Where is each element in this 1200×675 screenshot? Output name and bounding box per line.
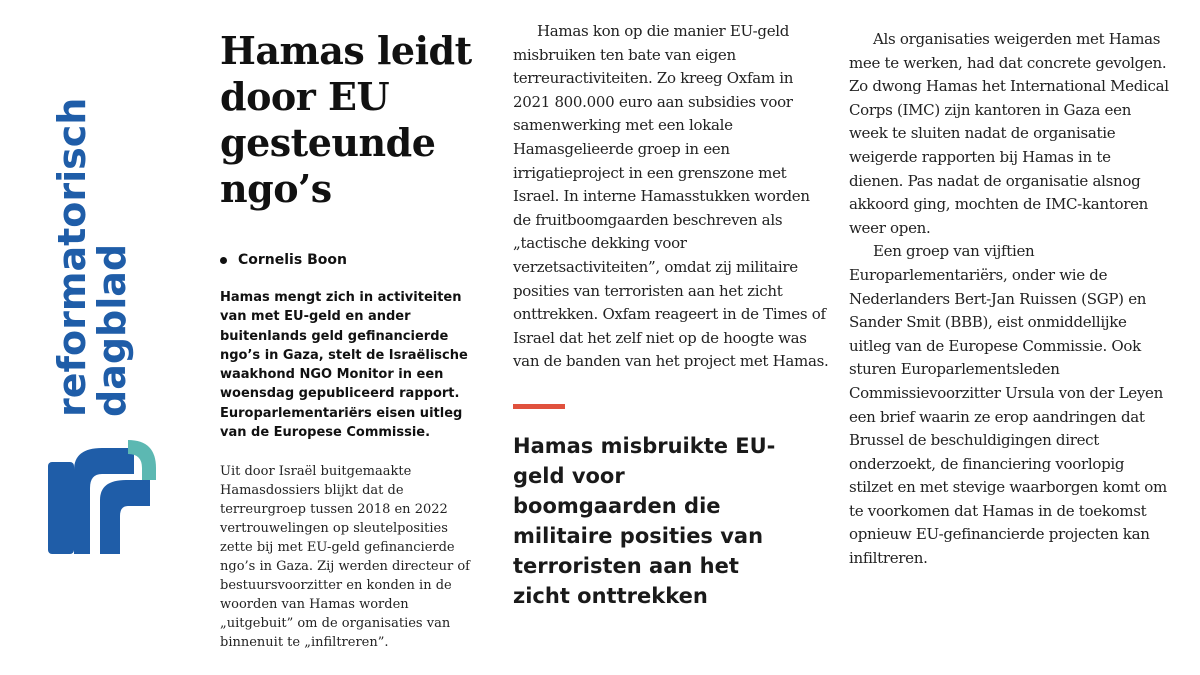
bullet-icon: [220, 257, 227, 264]
brand-logo-graphic: [38, 60, 173, 580]
brand-name-line1: reformatorisch: [50, 97, 94, 417]
article-lead: Hamas mengt zich in activiteiten van met EU-geld en ander buitenlands geld gefinancierde ngo’s in Gaza, stelt de Israëlische waakhond NGO Monitor in een woensdag gepubliceerd rapport. Europarlementariërs eisen uitleg van de Europese Commissie.: [220, 290, 468, 441]
column-2: [513, 20, 831, 611]
body-text: [849, 28, 1169, 571]
body-text: [513, 20, 831, 374]
brand-name-line2: dagblad: [90, 243, 134, 417]
article-headline: Hamas leidt door EU gesteunde ngo’s: [220, 28, 472, 211]
pull-quote: Hamas misbruikte EU-geld voor boomgaarden die militaire posities van terroristen aan het zicht onttrekken: [513, 433, 776, 608]
article-intro: Uit door Israël buitgemaakte Hamasdossiers blijkt dat de terreurgroep tussen 2018 en 2022 vertrouwelingen op sleutelposities zette bij met EU-geld gefinancierde ngo’s in Gaza. Zij werden directeur of bestuursvoorzitter en konden in de woorden van Hamas worden „uitgebuit” om de organisaties van binnenuit te „infiltreren”.: [220, 464, 470, 651]
brand-logo: [38, 60, 173, 580]
byline: [220, 252, 482, 268]
accent-divider: [513, 404, 565, 409]
rd-mark-icon: [48, 440, 156, 554]
author-name: Cornelis Boon: [238, 252, 347, 268]
body-paragraph: Een groep van vijftien Europarlementariërs, onder wie de Nederlanders Bert-Jan Ruissen (SGP) en Sander Smit (BBB), eist onmiddellijke uitleg van de Europese Commissie. Ook sturen Europarlementsleden Commissievoorzitter Ursula von der Leyen een brief waarin ze erop aandringen dat Brussel de beschuldigingen direct onderzoekt, de financiering voorlopig stilzet en met stevige waarborgen komt om te voorkomen dat Hamas in de toekomst opnieuw EU-gefinancierde projecten kan infiltreren.: [849, 242, 1167, 568]
body-paragraph: Als organisaties weigerden met Hamas mee te werken, had dat concrete gevolgen. Zo dwong Hamas het International Medical Corps (IMC) zijn kantoren in Gaza een week te sluiten nadat de organisatie weigerde rapporten bij Hamas in te dienen. Pas nadat de organisatie alsnog akkoord ging, mochten de IMC-kantoren weer open.: [849, 30, 1169, 237]
column-1: [220, 28, 482, 652]
body-paragraph: Hamas kon op die manier EU-geld misbruiken ten bate van eigen terreuractiviteiten. Zo kreeg Oxfam in 2021 800.000 euro aan subsidies voor samenwerking met een lokale Hamasgelieerde groep in een irrigatieproject in een grenszone met Israel. In interne Hamasstukken worden de fruitboomgaarden beschreven als „tactische dekking voor verzetsactiviteiten”, omdat zij militaire posities van terroristen aan het zicht onttrekken. Oxfam reageert in de Times of Israel dat het zelf niet op de hoogte was van de banden van het project met Hamas.: [513, 22, 829, 371]
column-3: [849, 28, 1169, 571]
